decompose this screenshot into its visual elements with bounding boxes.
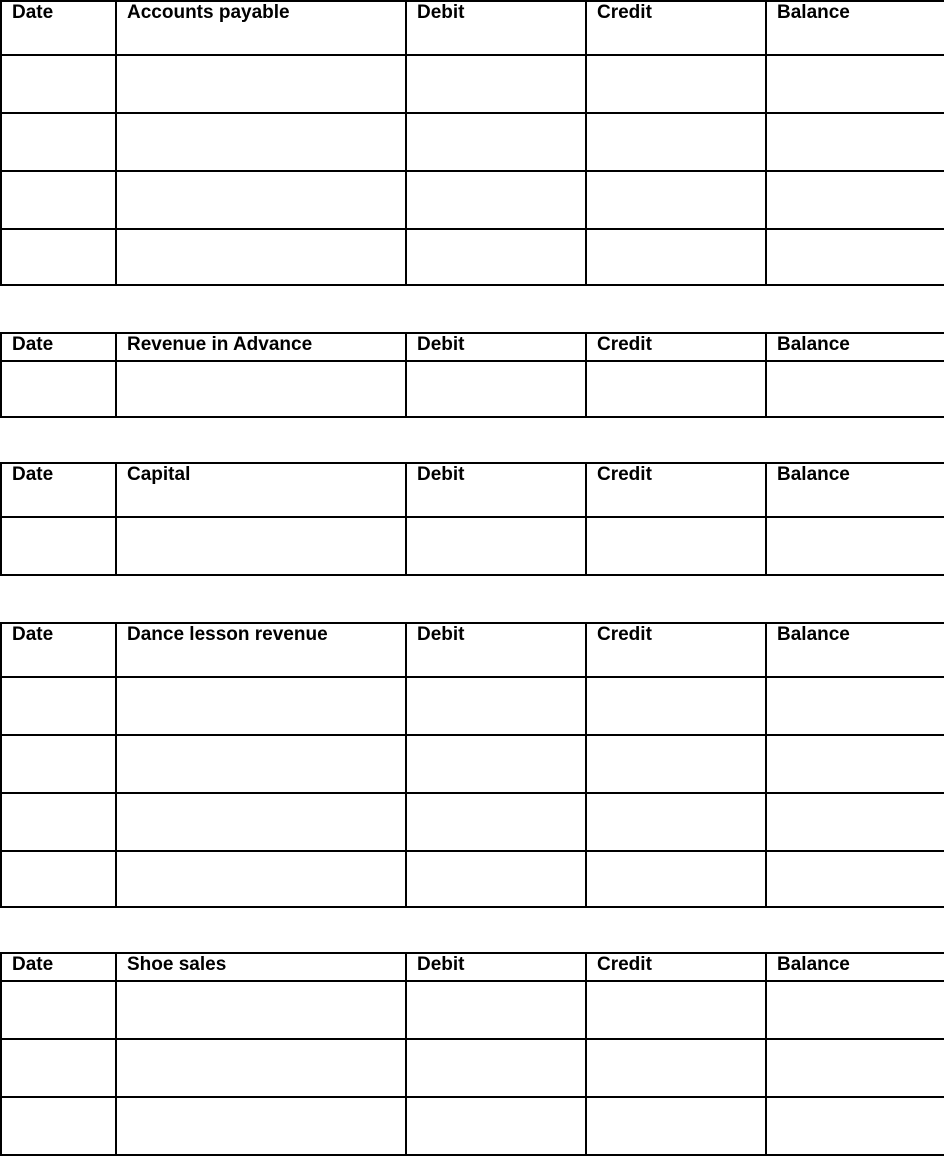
entry-cell-credit <box>586 361 766 417</box>
account-title: Accounts payable <box>116 1 406 55</box>
column-header-date: Date <box>1 623 116 677</box>
account-title: Capital <box>116 463 406 517</box>
entry-cell-balance <box>766 113 944 171</box>
entry-cell-credit <box>586 851 766 907</box>
entry-cell-date <box>1 1039 116 1097</box>
entry-cell-balance <box>766 981 944 1039</box>
entry-cell-debit <box>406 1097 586 1155</box>
entry-cell-date <box>1 793 116 851</box>
account-title: Revenue in Advance <box>116 333 406 361</box>
entry-cell-debit <box>406 361 586 417</box>
entry-cell-balance <box>766 171 944 229</box>
account-title: Shoe sales <box>116 953 406 981</box>
entry-cell-debit <box>406 981 586 1039</box>
entry-cell-date <box>1 55 116 113</box>
entry-cell-credit <box>586 981 766 1039</box>
entry-cell-balance <box>766 851 944 907</box>
entry-cell-debit <box>406 517 586 575</box>
ledger-table <box>0 332 944 418</box>
entry-cell-balance <box>766 55 944 113</box>
ledger-table <box>0 462 944 576</box>
ledger-entry-row <box>1 851 944 907</box>
ledger-header-row <box>1 953 944 981</box>
entry-cell-balance <box>766 229 944 285</box>
column-header-debit: Debit <box>406 333 586 361</box>
column-header-date: Date <box>1 333 116 361</box>
entry-cell-account <box>116 1039 406 1097</box>
column-header-credit: Credit <box>586 333 766 361</box>
entry-cell-debit <box>406 793 586 851</box>
column-header-balance: Balance <box>766 463 944 517</box>
ledger-entry-row <box>1 113 944 171</box>
entry-cell-credit <box>586 735 766 793</box>
entry-cell-credit <box>586 113 766 171</box>
ledger-entry-row <box>1 229 944 285</box>
entry-cell-balance <box>766 735 944 793</box>
entry-cell-debit <box>406 113 586 171</box>
entry-cell-date <box>1 981 116 1039</box>
entry-cell-balance <box>766 677 944 735</box>
ledger-entry-row <box>1 361 944 417</box>
ledger-table <box>0 952 944 1156</box>
column-header-debit: Debit <box>406 953 586 981</box>
entry-cell-credit <box>586 677 766 735</box>
ledger-entry-row <box>1 1039 944 1097</box>
column-header-balance: Balance <box>766 623 944 677</box>
column-header-balance: Balance <box>766 333 944 361</box>
entry-cell-credit <box>586 229 766 285</box>
column-header-credit: Credit <box>586 1 766 55</box>
entry-cell-date <box>1 113 116 171</box>
entry-cell-account <box>116 361 406 417</box>
entry-cell-account <box>116 981 406 1039</box>
entry-cell-debit <box>406 171 586 229</box>
column-header-credit: Credit <box>586 623 766 677</box>
ledger-entry-row <box>1 793 944 851</box>
ledger-entry-row <box>1 517 944 575</box>
column-header-balance: Balance <box>766 953 944 981</box>
entry-cell-debit <box>406 55 586 113</box>
entry-cell-account <box>116 793 406 851</box>
entry-cell-account <box>116 171 406 229</box>
entry-cell-account <box>116 113 406 171</box>
entry-cell-date <box>1 1097 116 1155</box>
entry-cell-balance <box>766 1039 944 1097</box>
column-header-credit: Credit <box>586 953 766 981</box>
entry-cell-balance <box>766 361 944 417</box>
entry-cell-date <box>1 735 116 793</box>
entry-cell-account <box>116 851 406 907</box>
ledger-header-row <box>1 623 944 677</box>
entry-cell-credit <box>586 1039 766 1097</box>
entry-cell-debit <box>406 1039 586 1097</box>
entry-cell-credit <box>586 1097 766 1155</box>
entry-cell-account <box>116 735 406 793</box>
column-header-date: Date <box>1 1 116 55</box>
entry-cell-debit <box>406 229 586 285</box>
ledger-header-row <box>1 1 944 55</box>
entry-cell-account <box>116 55 406 113</box>
ledger-entry-row <box>1 735 944 793</box>
entry-cell-credit <box>586 517 766 575</box>
entry-cell-account <box>116 677 406 735</box>
entry-cell-debit <box>406 851 586 907</box>
ledger-header-row <box>1 333 944 361</box>
ledger-table <box>0 622 944 908</box>
entry-cell-account <box>116 517 406 575</box>
column-header-debit: Debit <box>406 463 586 517</box>
ledger-entry-row <box>1 677 944 735</box>
entry-cell-date <box>1 361 116 417</box>
entry-cell-credit <box>586 55 766 113</box>
account-title: Dance lesson revenue <box>116 623 406 677</box>
entry-cell-account <box>116 229 406 285</box>
ledger-entry-row <box>1 1097 944 1155</box>
column-header-debit: Debit <box>406 1 586 55</box>
ledger-entry-row <box>1 171 944 229</box>
entry-cell-debit <box>406 735 586 793</box>
entry-cell-debit <box>406 677 586 735</box>
entry-cell-account <box>116 1097 406 1155</box>
entry-cell-date <box>1 171 116 229</box>
column-header-credit: Credit <box>586 463 766 517</box>
ledger-table <box>0 0 944 286</box>
entry-cell-credit <box>586 171 766 229</box>
column-header-balance: Balance <box>766 1 944 55</box>
ledger-header-row <box>1 463 944 517</box>
entry-cell-date <box>1 677 116 735</box>
entry-cell-date <box>1 517 116 575</box>
entry-cell-date <box>1 851 116 907</box>
entry-cell-balance <box>766 793 944 851</box>
entry-cell-balance <box>766 517 944 575</box>
entry-cell-balance <box>766 1097 944 1155</box>
column-header-date: Date <box>1 463 116 517</box>
column-header-date: Date <box>1 953 116 981</box>
ledger-entry-row <box>1 55 944 113</box>
entry-cell-credit <box>586 793 766 851</box>
column-header-debit: Debit <box>406 623 586 677</box>
ledger-entry-row <box>1 981 944 1039</box>
entry-cell-date <box>1 229 116 285</box>
